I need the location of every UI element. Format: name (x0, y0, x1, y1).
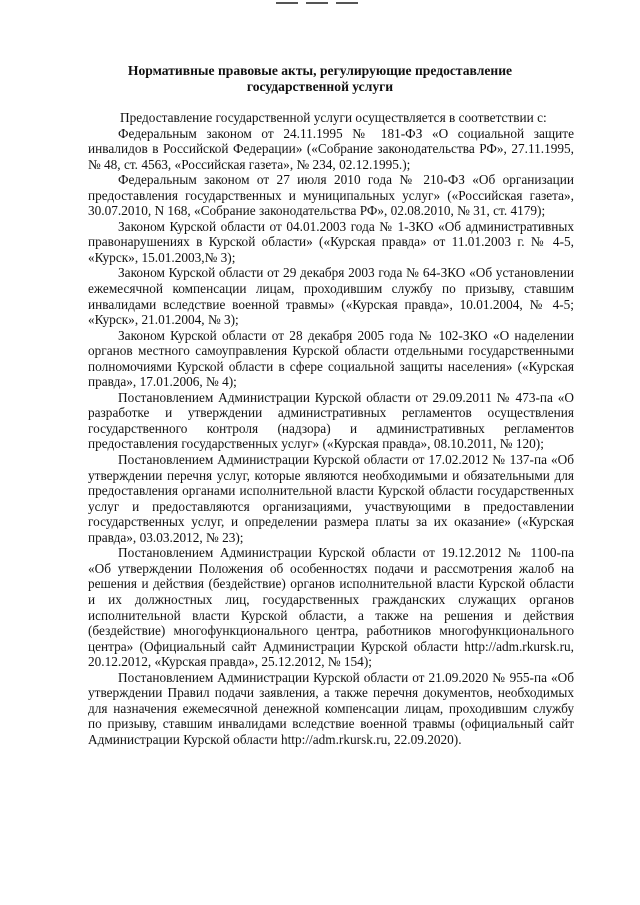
law-paragraph-5: Законом Курской области от 28 декабря 2005 года № 102-ЗКО «О наделении органов местного самоуправления Курской области отдельными государственными полномочиями Курской области в сфере социальной защиты населения» («Курская правда», 17.01.2006, № 4); (88, 327, 574, 390)
law-paragraph-6: Постановлением Администрации Курской области от 29.09.2011 № 473-па «О разработке и утверждении административных регламентов осуществления государственного контроля (надзора) и административных регламентов предоставления государственных услуг» («Курская правда», 08.10.2011, № 120); (88, 389, 574, 452)
law-paragraph-2: Федеральным законом от 27 июля 2010 года № 210-ФЗ «Об организации предоставления государственных и муниципальных услуг» («Российская газета», 30.07.2010, N 168, «Собрание законодательства РФ», 02.08.2010, № 31, ст. 4179); (88, 172, 574, 219)
scan-top-marks (0, 2, 640, 8)
law-paragraph-7: Постановлением Администрации Курской области от 17.02.2012 № 137-па «Об утверждении перечня услуг, которые являются необходимыми и обязательными для предоставления органами исполнительной власти Курской области государственных услуг и предоставляются организациями, участвующими в предоставлении государственных услуг, и определении размера платы за их оказание» («Курская правда», 03.03.2012, № 23); (88, 452, 574, 545)
law-paragraph-8: Постановлением Администрации Курской области от 19.12.2012 № 1100-па «Об утверждении Положения об особенностях подачи и рассмотрения жалоб на решения и действия (бездействие) органов исполнительной власти Курской области и их должностных лиц, государственных гражданских служащих органов исполнительной власти Курской области, а также на решения и действия (бездействие) многофункционального центра, работников многофункционального центра» (Официальный сайт Администрации Курской области http://adm.rkursk.ru, 20.12.2012, «Курская правда», 25.12.2012, № 154); (88, 545, 574, 670)
document-title: Нормативные правовые акты, регулирующие предоставление государственной услуги (127, 63, 513, 94)
law-paragraph-4: Законом Курской области от 29 декабря 2003 года № 64-ЗКО «Об установлении ежемесячной компенсации лицам, проходившим службу по призыву, ставшим инвалидами вследствие военной травмы» («Курская правда», 10.01.2004, № 4-5; «Курск», 21.01.2004, № 3); (88, 265, 574, 328)
intro-paragraph: Предоставление государственной услуги осуществляется в соответствии с: (120, 110, 547, 125)
scan-mark (336, 2, 358, 4)
law-paragraph-1: Федеральным законом от 24.11.1995 № 181-ФЗ «О социальной защите инвалидов в Российской Федерации» («Собрание законодательства РФ», 27.11.1995, № 48, ст. 4563, «Российская газета», № 234, 02.12.1995.); (88, 125, 574, 172)
law-paragraph-9: Постановлением Администрации Курской области от 21.09.2020 № 955-па «Об утверждении Правил подачи заявления, а также перечня документов, необходимых для назначения ежемесячной денежной компенсации лицам, проходившим службу по призыву, ставшим инвалидами вследствие военной травмы (официальный сайт Администрации Курской области http://adm.rkursk.ru, 22.09.2020). (88, 669, 574, 747)
law-paragraph-3: Законом Курской области от 04.01.2003 года № 1-ЗКО «Об административных правонарушениях в Курской области» («Курская правда» от 11.01.2003 г. № 4-5, «Курск», 15.01.2003,№ 3); (88, 218, 574, 265)
scan-mark (306, 2, 328, 4)
document-body (88, 110, 574, 747)
scan-mark (276, 2, 298, 4)
